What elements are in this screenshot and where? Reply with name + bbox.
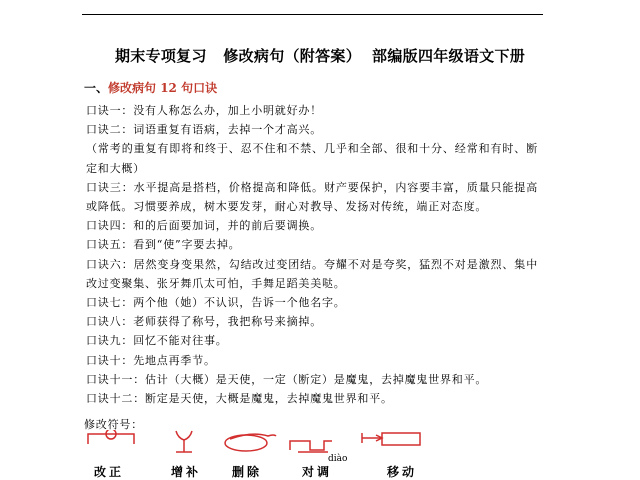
rhyme-line-8: 口诀八：老师获得了称号，我把称号来摘掉。: [86, 315, 322, 329]
section-title: 修改病句 12 句口诀: [108, 81, 218, 95]
rhyme-line-7: 口诀七：两个他（她）不认识，告诉一个他名字。: [86, 296, 346, 310]
rhyme-line-3: 口诀三：水平提高是搭档，价格提高和降低。财产要保护，内容要丰富，质量只能提高或降低。习惯要养成，树木要发芽，耐心对教导、发扬对传统，端正对态度。: [86, 180, 538, 214]
swap-mark-icon: [290, 441, 332, 452]
rhyme-line-9: 口诀九：回忆不能对往事。: [86, 334, 228, 348]
rhyme-line-5: 口诀五：看到“使”字要去掉。: [86, 238, 241, 252]
move-mark-icon: [362, 433, 420, 445]
rhyme-line-1: 口诀一：没有人称怎么办，加上小明就好办！: [86, 104, 322, 117]
section-heading: [84, 79, 217, 96]
rhyme-line-11: 口诀十一：估计（大概）是天使，一定（断定）是魔鬼，去掉魔鬼世界和平。: [86, 372, 488, 386]
symbol-label-delete: 删除: [232, 465, 263, 479]
symbol-label-insert: 增补: [171, 465, 202, 479]
section-number: 一、: [84, 81, 109, 95]
rhyme-note: （常考的重复有即将和终于、忍不住和不禁、几乎和全部、很和十分、经常和有时、断定和大概）: [86, 142, 538, 175]
delete-mark-icon: [225, 434, 276, 451]
top-rule: [82, 14, 543, 15]
symbol-label-correct: 改正: [94, 465, 125, 479]
correct-mark-icon: [88, 430, 134, 444]
rhyme-line-10: 口诀十：先地点再季节。: [86, 353, 216, 367]
pinyin-annotation: diào: [328, 454, 348, 464]
rhyme-line-6: 口诀六：居然变身变果然，勾结改过变团结。夸耀不对是夸奖，猛烈不对是激烈、集中改过变聚集、张牙舞爪太可怕，手舞足蹈美美哒。: [86, 257, 538, 290]
insert-mark-icon: [176, 431, 192, 452]
rhyme-line-4: 口诀四：和的后面要加词，并的前后要调换。: [86, 219, 322, 233]
rhyme-line-12: 口诀十二：断定是天使，大概是魔鬼，去掉魔鬼世界和平。: [86, 392, 393, 406]
document-title: 期末专项复习 修改病句（附答案） 部编版四年级语文下册: [114, 47, 526, 65]
rhyme-list: [86, 101, 538, 408]
symbol-label-swap: 对调: [302, 465, 333, 479]
symbol-label-move: 移动: [387, 465, 418, 479]
symbols-label: 修改符号：: [84, 418, 143, 431]
rhyme-line-2: 口诀二：词语重复有语病，去掉一个才高兴。: [86, 123, 322, 137]
